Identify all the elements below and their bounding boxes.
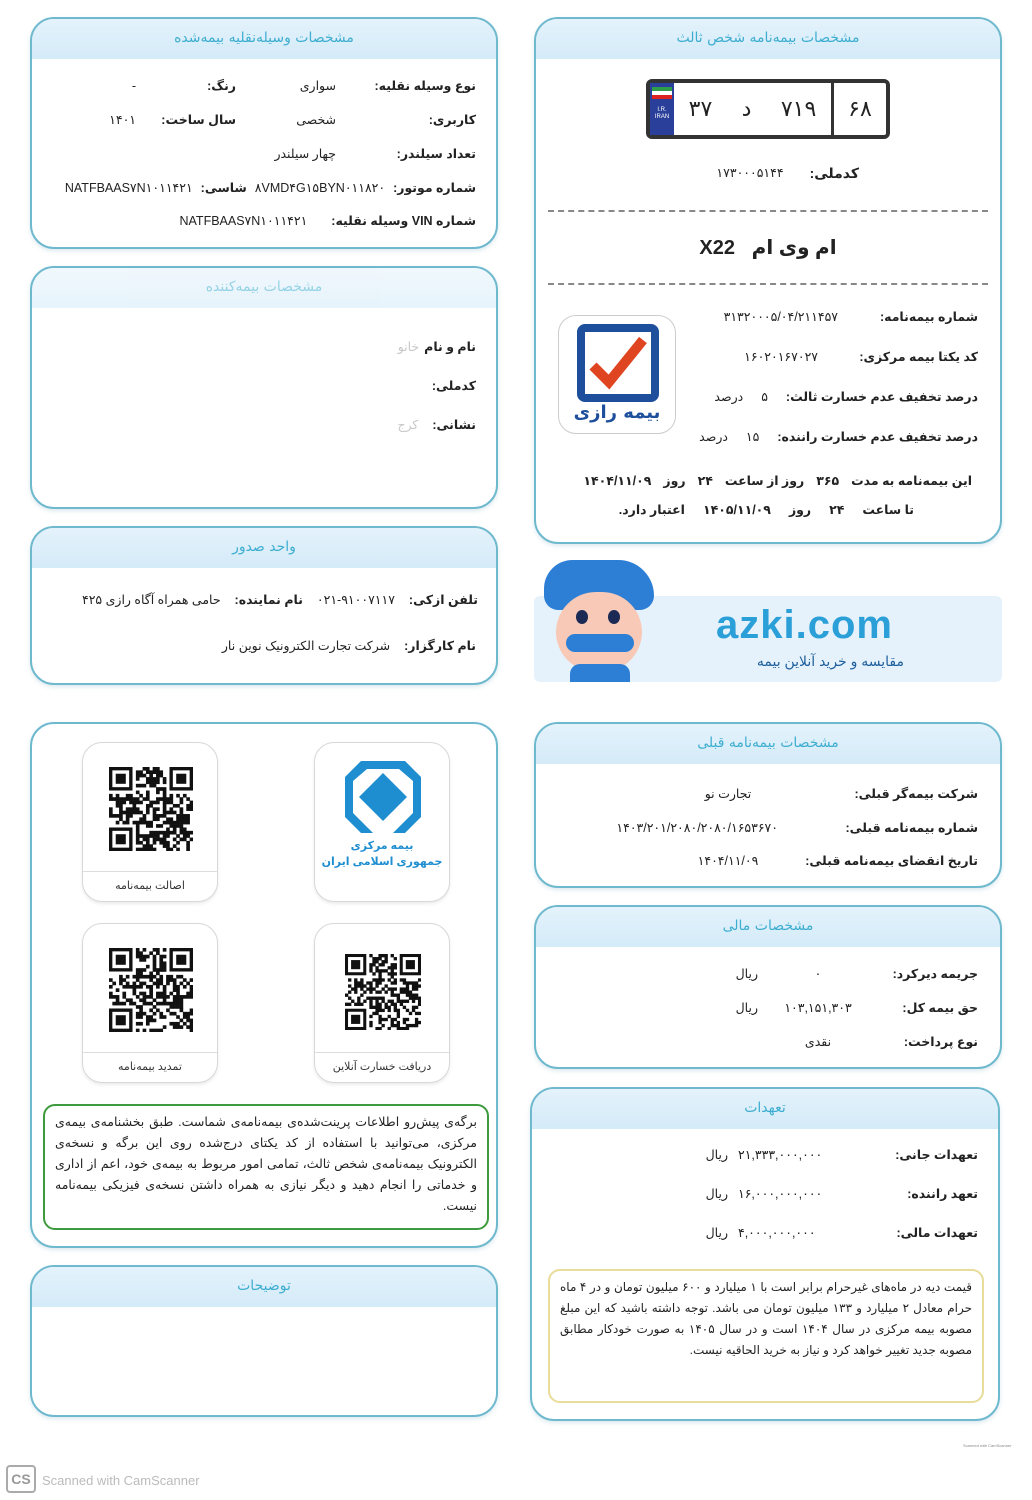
policy-row [686, 387, 978, 407]
third-discount-value: ۵ [761, 390, 768, 404]
year-value: ۱۴۰۱ [109, 113, 136, 127]
divider [548, 210, 988, 212]
commitments-card [530, 1087, 1000, 1421]
vehicle-card-title: مشخصات وسیله‌نقلیه بیمه‌شده [32, 19, 496, 59]
prev-expiry-label: تاریخ انقضای بیمه‌نامه قبلی: [805, 854, 978, 868]
insurer-row [432, 376, 476, 396]
address-faded: کرج [397, 418, 419, 432]
validity-line-2 [548, 500, 914, 520]
chassis-value: NATFBAAS۷N۱۰۱۱۴۲۱ [64, 181, 193, 195]
life-label: تعهدات جانی: [895, 1148, 978, 1162]
name-label: نام و نام [424, 340, 476, 354]
end-date: ۱۴۰۵/۱۱/۰۹ [702, 503, 771, 517]
previous-policy-card [534, 722, 1002, 888]
chassis-label: شاسی: [200, 181, 247, 195]
driver-discount-label: درصد تخفیف عدم خسارت راننده: [777, 430, 978, 444]
late-fine-value: ۰ [814, 967, 822, 981]
validity-days: ۳۶۵ [816, 474, 840, 488]
license-plate [646, 79, 890, 139]
iran-flag-icon [650, 83, 674, 135]
central-line2: جمهوری اسلامی ایران [321, 856, 443, 868]
broker-value: شرکت تجارت الکترونیک نوین نار [221, 639, 391, 653]
policy-number-label: شماره بیمه‌نامه: [879, 310, 978, 324]
usage-label: کاربری: [428, 113, 476, 127]
commitments-card-title: تعهدات [532, 1089, 998, 1129]
broker-label: نام کارگزار: [404, 639, 476, 653]
day-word: روز [788, 503, 812, 517]
driver-discount-value: ۱۵ [745, 430, 760, 444]
renew-qr-tile[interactable] [82, 923, 218, 1083]
unique-code-label: کد یکتا بیمه مرکزی: [859, 350, 978, 364]
prev-company-label: شرکت بیمه‌گر قبلی: [854, 787, 978, 801]
financial-row [546, 964, 978, 984]
issuer-card-title: واحد صدور [32, 528, 496, 568]
vehicle-row [40, 211, 476, 231]
car-model [536, 235, 1000, 260]
usage-value: شخصی [296, 113, 336, 127]
policy-row [686, 427, 978, 447]
vin-value: NATFBAAS۷N۱۰۱۱۴۲۱ [179, 214, 308, 228]
payment-value: نقدی [804, 1035, 832, 1049]
plate-left: ۳۷ [688, 96, 713, 121]
engine-label: شماره موتور: [393, 181, 476, 195]
issuer-row [40, 636, 476, 656]
previous-card-title: مشخصات بیمه‌نامه قبلی [536, 724, 1000, 764]
unique-code-value: ۱۶۰۲۰۱۶۷۰۲۷ [744, 350, 818, 364]
currency: ریال [705, 1148, 728, 1162]
validity-text: این بیمه‌نامه به مدت [851, 474, 972, 488]
claim-label: دریافت خسارت آنلاین [315, 1052, 449, 1082]
claim-qr-tile[interactable] [314, 923, 450, 1083]
vehicle-row [40, 110, 476, 130]
engine-value: ۸VMD۴G۱۵BYN۰۱۱۸۲۰ [254, 181, 386, 195]
policy-card [534, 17, 1002, 544]
plate-right: ۷۱۹ [780, 96, 817, 121]
print-notice: برگه‌ی پیش‌رو اطلاعات پرینت‌شده‌ی بیمه‌نامه‌ی شماست. طبق بخشنامه‌ی بیمه‌ی مرکزی، می‌توانید با استفاده از کد یکتای درج‌شده روی این برگه و نسخه‌ی الکترونیک بیمه‌نامه‌ی شخص ثالث، تمامی امور مربوط به بیمه‌ی خود، اعم از اداری و خدماتی را انجام دهید و دیگر نیازی به همراه داشتن نسخه‌ی فیزیکی بیمه‌نامه نیست. [43, 1104, 489, 1230]
life-value: ۲۱,۳۳۳,۰۰۰,۰۰۰ [738, 1148, 823, 1162]
name-faded: خانو [397, 340, 420, 354]
plate-country: I.R. IRAN [654, 107, 670, 120]
car-brand: ام وی ام [751, 237, 837, 259]
currency: ریال [735, 967, 758, 981]
plate-region: ۶۸ [848, 96, 872, 121]
commitment-row [542, 1145, 978, 1165]
previous-row [546, 818, 978, 838]
vehicle-type-label: نوع وسیله نقلیه: [374, 79, 476, 93]
financial-row [546, 998, 978, 1018]
premium-value: ۱۰۳,۱۵۱,۳۰۳ [784, 1001, 852, 1015]
insurer-card [30, 266, 498, 509]
prev-number-label: شماره بیمه‌نامه قبلی: [845, 821, 978, 835]
razi-insurance-logo [558, 315, 676, 434]
validity-line-1 [548, 471, 972, 491]
camscanner-logo: CS [6, 1465, 36, 1493]
premium-label: حق بیمه کل: [902, 1001, 978, 1015]
plate-letter: د [741, 96, 752, 121]
driver-value: ۱۶,۰۰۰,۰۰۰,۰۰۰ [738, 1187, 823, 1201]
mascot-icon [536, 560, 658, 682]
vehicle-row [40, 178, 476, 198]
camscanner-text: Scanned with CamScanner [42, 1473, 200, 1488]
commitment-row [542, 1184, 978, 1204]
prev-number-value: ۱۴۰۳/۲۰۱/۲۰۸۰/۲۰۸۰/۱۶۵۳۶۷۰ [616, 821, 778, 835]
phone-value: ۰۲۱-۹۱۰۰۷۱۱۷ [316, 593, 395, 607]
qr-code[interactable] [345, 954, 421, 1030]
commitment-row [542, 1223, 978, 1243]
national-code-label: کدملی: [809, 165, 859, 181]
percent-unit: درصد [699, 430, 728, 444]
divider [548, 283, 988, 285]
policy-row [686, 347, 978, 367]
currency: ریال [705, 1187, 728, 1201]
percent-unit: درصد [714, 390, 744, 404]
late-fine-label: جریمه دیرکرد: [892, 967, 978, 981]
qr-code[interactable] [109, 948, 193, 1032]
previous-row [546, 784, 978, 804]
insurer-row [398, 337, 476, 357]
insurer-national-label: کدملی: [431, 379, 476, 393]
authenticity-label: اصالت بیمه‌نامه [83, 871, 217, 901]
camscanner-small-text: Scanned with CamScanner [963, 1443, 1012, 1448]
policy-number-value: ۳۱۳۲۰۰۰۵/۰۴/۲۱۱۴۵۷ [723, 310, 838, 324]
central-insurance-icon [343, 759, 423, 835]
issuer-card [30, 526, 498, 685]
address-label: نشانی: [432, 418, 476, 432]
start-hour: ۲۴ [697, 474, 713, 488]
notes-card [30, 1265, 498, 1417]
driver-label: تعهد راننده: [907, 1187, 978, 1201]
prev-company-value: تجارت نو [704, 787, 752, 801]
checkmark-icon [577, 324, 659, 402]
azki-logo: azki.com [716, 603, 893, 647]
insurer-row [397, 415, 476, 435]
vehicle-type-value: سواری [299, 79, 336, 93]
national-code-value: ۱۷۳۰۰۰۵۱۴۴ [716, 166, 784, 180]
validity-text: تا ساعت [862, 503, 914, 517]
diyeh-notice: قیمت دیه در ماه‌های غیرحرام برابر است با ۱ میلیارد و ۶۰۰ میلیون تومان و در ۴ ماه حرام معادل ۲ میلیارد و ۱۳۳ میلیون تومان می باشد. توجه داشته باشید که این مبلغ مصوبه بیمه مرکزی در سال ۱۴۰۴ است و در سال ۱۴۰۵ به صورت خودکار مطابق مصوبه جدید تغییر خواهد کرد و نیاز به خرید الحاقیه نیست. [548, 1269, 984, 1403]
color-label: رنگ: [207, 79, 236, 93]
qr-card [30, 722, 498, 1248]
color-value: - [131, 79, 136, 93]
agent-value: حامی همراه آگاه رازی ۴۲۵ [82, 593, 221, 607]
policy-row [686, 307, 978, 327]
vehicle-row [40, 76, 476, 96]
policy-card-title: مشخصات بیمه‌نامه شخص ثالث [536, 19, 1000, 59]
phone-label: تلفن ازکی: [408, 593, 478, 607]
vin-label: شماره VIN وسیله نقلیه: [331, 214, 476, 228]
issuer-row [40, 590, 478, 610]
vehicle-card [30, 17, 498, 249]
currency: ریال [735, 1001, 758, 1015]
azki-tagline: مقایسه و خرید آنلاین بیمه [756, 653, 904, 669]
previous-row [546, 851, 978, 871]
prev-expiry-value: ۱۴۰۴/۱۱/۰۹ [697, 854, 759, 868]
vehicle-row [40, 144, 476, 164]
cylinder-label: تعداد سیلندر: [396, 147, 476, 161]
razi-logo-text: بیمه رازی [573, 402, 661, 423]
currency: ریال [705, 1226, 728, 1240]
financial-row [546, 1032, 978, 1052]
cylinder-value: چهار سیلندر [274, 147, 336, 161]
national-code-row [716, 163, 859, 183]
property-value: ۴,۰۰۰,۰۰۰,۰۰۰ [738, 1226, 816, 1240]
car-model-name: X22 [699, 237, 735, 259]
financial-card [534, 905, 1002, 1069]
payment-label: نوع پرداخت: [903, 1035, 978, 1049]
agent-label: نام نماینده: [234, 593, 303, 607]
validity-text: اعتبار دارد. [618, 503, 685, 517]
insurer-card-title: مشخصات بیمه‌کننده [32, 268, 496, 308]
central-line1: بیمه مرکزی [350, 840, 414, 852]
renew-label: تمدید بیمه‌نامه [83, 1052, 217, 1082]
authenticity-qr-tile[interactable] [82, 742, 218, 902]
notes-card-title: توضیحات [32, 1267, 496, 1307]
day-word: روز [663, 474, 686, 488]
qr-code[interactable] [109, 767, 193, 851]
start-date: ۱۴۰۴/۱۱/۰۹ [583, 474, 652, 488]
year-label: سال ساخت: [161, 113, 236, 127]
central-insurance-logo [314, 742, 450, 902]
end-hour: ۲۴ [829, 503, 845, 517]
third-discount-label: درصد تخفیف عدم خسارت ثالث: [785, 390, 978, 404]
financial-card-title: مشخصات مالی [536, 907, 1000, 947]
property-label: تعهدات مالی: [896, 1226, 978, 1240]
validity-text: روز از ساعت [724, 474, 805, 488]
